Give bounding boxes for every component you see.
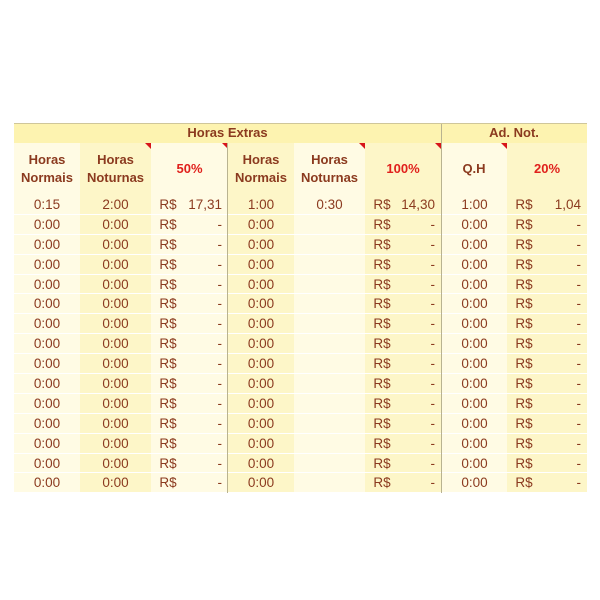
cell-horas-noturnas-100[interactable] xyxy=(294,215,365,234)
table-row xyxy=(14,275,587,295)
cell-valor-50[interactable]: - xyxy=(185,473,228,492)
cell-horas-normais-100[interactable]: 0:00 xyxy=(228,255,294,274)
cell-valor-50[interactable]: - xyxy=(185,374,228,393)
cell-horas-normais-50[interactable]: 0:00 xyxy=(14,434,80,453)
cell-horas-noturnas-50[interactable]: 0:00 xyxy=(80,374,151,393)
cell-currency-50[interactable]: R$ xyxy=(151,414,185,433)
cell-horas-normais-50[interactable]: 0:00 xyxy=(14,255,80,274)
data-rows xyxy=(14,195,587,493)
cell-horas-noturnas-50[interactable]: 0:00 xyxy=(80,294,151,313)
cell-valor-50[interactable]: - xyxy=(185,354,228,373)
col-percent-100-label: 100% xyxy=(386,161,420,176)
column-separator xyxy=(441,314,442,334)
cell-currency-50[interactable]: R$ xyxy=(151,454,185,473)
cell-currency-20[interactable]: R$ xyxy=(507,235,541,254)
cell-currency-100[interactable]: R$ xyxy=(365,314,399,333)
cell-horas-noturnas-50[interactable]: 0:00 xyxy=(80,275,151,294)
column-separator xyxy=(441,434,442,454)
cell-horas-noturnas-100[interactable] xyxy=(294,235,365,254)
cell-currency-20[interactable]: R$ xyxy=(507,354,541,373)
column-separator xyxy=(227,434,228,454)
table-row xyxy=(14,294,587,314)
table-row xyxy=(14,473,587,493)
column-separator xyxy=(441,195,442,215)
cell-currency-50[interactable]: R$ xyxy=(151,354,185,373)
cell-horas-noturnas-100[interactable] xyxy=(294,275,365,294)
table-row xyxy=(14,414,587,434)
cell-horas-normais-100[interactable]: 0:00 xyxy=(228,235,294,254)
cell-qh[interactable]: 0:00 xyxy=(442,473,507,492)
cell-horas-normais-100[interactable]: 0:00 xyxy=(228,275,294,294)
cell-valor-50[interactable]: - xyxy=(185,235,228,254)
cell-horas-normais-100[interactable]: 0:00 xyxy=(228,454,294,473)
horas-extras-header[interactable]: Horas Extras xyxy=(187,125,268,140)
column-separator xyxy=(441,454,442,474)
cell-valor-100[interactable]: - xyxy=(399,235,441,254)
cell-currency-50[interactable]: R$ xyxy=(151,394,185,413)
column-separator xyxy=(441,255,442,275)
cell-currency-20[interactable]: R$ xyxy=(507,314,541,333)
cell-horas-normais-50[interactable]: 0:00 xyxy=(14,473,80,492)
cell-valor-20[interactable]: - xyxy=(541,334,587,353)
cell-horas-noturnas-100[interactable] xyxy=(294,414,365,433)
column-separator xyxy=(441,215,442,235)
col-qh-label: Q.H xyxy=(462,161,486,176)
cell-horas-normais-50[interactable]: 0:00 xyxy=(14,374,80,393)
cell-currency-20[interactable]: R$ xyxy=(507,195,541,214)
cell-horas-noturnas-50[interactable]: 0:00 xyxy=(80,394,151,413)
cell-horas-noturnas-50[interactable]: 0:00 xyxy=(80,255,151,274)
cell-horas-noturnas-50[interactable]: 0:00 xyxy=(80,414,151,433)
cell-horas-noturnas-50[interactable]: 0:00 xyxy=(80,454,151,473)
cell-currency-100[interactable]: R$ xyxy=(365,394,399,413)
cell-qh[interactable]: 0:00 xyxy=(442,294,507,313)
cell-horas-noturnas-50[interactable]: 0:00 xyxy=(80,235,151,254)
cell-horas-normais-50[interactable]: 0:00 xyxy=(14,275,80,294)
cell-horas-noturnas-100[interactable] xyxy=(294,473,365,492)
column-separator xyxy=(227,195,228,215)
cell-valor-100[interactable]: - xyxy=(399,294,441,313)
cell-valor-20[interactable]: - xyxy=(541,294,587,313)
cell-qh[interactable]: 0:00 xyxy=(442,215,507,234)
cell-currency-50[interactable]: R$ xyxy=(151,294,185,313)
table-row xyxy=(14,255,587,275)
col-percent-50[interactable] xyxy=(151,143,228,195)
cell-currency-50[interactable]: R$ xyxy=(151,334,185,353)
cell-horas-noturnas-100[interactable] xyxy=(294,354,365,373)
cell-horas-noturnas-50[interactable]: 0:00 xyxy=(80,215,151,234)
table-row xyxy=(14,454,587,474)
cell-qh[interactable]: 0:00 xyxy=(442,374,507,393)
cell-horas-normais-50[interactable]: 0:00 xyxy=(14,454,80,473)
cell-valor-50[interactable]: - xyxy=(185,314,228,333)
cell-horas-noturnas-100[interactable] xyxy=(294,394,365,413)
cell-qh[interactable]: 0:00 xyxy=(442,314,507,333)
cell-currency-50[interactable]: R$ xyxy=(151,255,185,274)
cell-horas-noturnas-100[interactable]: 0:30 xyxy=(294,195,365,214)
cell-horas-normais-50[interactable]: 0:00 xyxy=(14,394,80,413)
cell-valor-20[interactable]: - xyxy=(541,354,587,373)
cell-valor-50[interactable]: - xyxy=(185,394,228,413)
cell-currency-50[interactable]: R$ xyxy=(151,215,185,234)
cell-currency-20[interactable]: R$ xyxy=(507,255,541,274)
spreadsheet xyxy=(14,123,587,493)
cell-valor-50[interactable]: - xyxy=(185,454,228,473)
cell-horas-normais-50[interactable]: 0:00 xyxy=(14,235,80,254)
cell-horas-normais-100[interactable]: 0:00 xyxy=(228,294,294,313)
cell-horas-noturnas-100[interactable] xyxy=(294,374,365,393)
column-separator xyxy=(441,235,442,255)
cell-currency-50[interactable]: R$ xyxy=(151,235,185,254)
cell-valor-100[interactable]: - xyxy=(399,275,441,294)
column-separator xyxy=(227,473,228,493)
column-separator xyxy=(227,255,228,275)
cell-valor-50[interactable]: - xyxy=(185,414,228,433)
cell-qh[interactable]: 0:00 xyxy=(442,434,507,453)
cell-horas-normais-50[interactable]: 0:00 xyxy=(14,294,80,313)
cell-valor-20[interactable]: - xyxy=(541,454,587,473)
cell-valor-20[interactable]: - xyxy=(541,394,587,413)
cell-currency-100[interactable]: R$ xyxy=(365,215,399,234)
col-horas-noturnas-50-label: Horas Noturnas xyxy=(86,152,145,185)
cell-horas-normais-50[interactable]: 0:15 xyxy=(14,195,80,214)
cell-horas-normais-100[interactable]: 0:00 xyxy=(228,434,294,453)
cell-valor-100[interactable]: - xyxy=(399,434,441,453)
cell-currency-100[interactable]: R$ xyxy=(365,275,399,294)
cell-currency-20[interactable]: R$ xyxy=(507,434,541,453)
cell-currency-100[interactable]: R$ xyxy=(365,434,399,453)
cell-horas-normais-100[interactable]: 0:00 xyxy=(228,473,294,492)
table-row xyxy=(14,314,587,334)
column-separator xyxy=(227,334,228,354)
cell-valor-20[interactable]: - xyxy=(541,235,587,254)
cell-currency-20[interactable]: R$ xyxy=(507,294,541,313)
table-row xyxy=(14,334,587,354)
cell-horas-normais-50[interactable]: 0:00 xyxy=(14,215,80,234)
table-row xyxy=(14,394,587,414)
cell-currency-50[interactable]: R$ xyxy=(151,473,185,492)
cell-valor-20[interactable]: - xyxy=(541,414,587,433)
cell-valor-20[interactable]: - xyxy=(541,215,587,234)
cell-currency-50[interactable]: R$ xyxy=(151,195,185,214)
cell-horas-normais-50[interactable]: 0:00 xyxy=(14,334,80,353)
cell-valor-20[interactable]: 1,04 xyxy=(541,195,587,214)
cell-qh[interactable]: 1:00 xyxy=(442,195,507,214)
cell-valor-50[interactable]: - xyxy=(185,434,228,453)
ad-not-header[interactable]: Ad. Not. xyxy=(489,125,539,140)
cell-currency-100[interactable]: R$ xyxy=(365,334,399,353)
cell-currency-50[interactable]: R$ xyxy=(151,314,185,333)
column-separator xyxy=(441,394,442,414)
cell-horas-noturnas-50[interactable]: 0:00 xyxy=(80,434,151,453)
cell-qh[interactable]: 0:00 xyxy=(442,394,507,413)
cell-currency-20[interactable]: R$ xyxy=(507,414,541,433)
cell-valor-100[interactable]: - xyxy=(399,255,441,274)
col-qh[interactable] xyxy=(441,143,507,195)
cell-valor-100[interactable]: - xyxy=(399,215,441,234)
table-row xyxy=(14,434,587,454)
table-row xyxy=(14,354,587,374)
cell-horas-normais-100[interactable]: 0:00 xyxy=(228,374,294,393)
cell-currency-100[interactable]: R$ xyxy=(365,473,399,492)
cell-horas-noturnas-50[interactable]: 0:00 xyxy=(80,314,151,333)
col-percent-100[interactable] xyxy=(365,143,441,195)
cell-valor-50[interactable]: - xyxy=(185,215,228,234)
cell-qh[interactable]: 0:00 xyxy=(442,354,507,373)
cell-currency-50[interactable]: R$ xyxy=(151,374,185,393)
column-separator xyxy=(441,354,442,374)
col-horas-noturnas-100-label: Horas Noturnas xyxy=(300,152,359,185)
cell-horas-normais-100[interactable]: 0:00 xyxy=(228,394,294,413)
column-separator xyxy=(441,473,442,493)
cell-valor-100[interactable]: - xyxy=(399,334,441,353)
column-separator xyxy=(227,143,228,195)
cell-valor-50[interactable]: - xyxy=(185,334,228,353)
cell-valor-50[interactable]: - xyxy=(185,275,228,294)
column-separator xyxy=(227,215,228,235)
cell-horas-normais-100[interactable]: 1:00 xyxy=(228,195,294,214)
col-horas-normais-100[interactable]: Horas Normais xyxy=(234,152,288,185)
cell-currency-50[interactable]: R$ xyxy=(151,434,185,453)
header-columns-row xyxy=(14,143,587,195)
cell-qh[interactable]: 0:00 xyxy=(442,414,507,433)
cell-valor-50[interactable]: 17,31 xyxy=(185,195,228,214)
cell-currency-20[interactable]: R$ xyxy=(507,215,541,234)
col-horas-noturnas-50[interactable] xyxy=(80,143,151,195)
cell-currency-100[interactable]: R$ xyxy=(365,374,399,393)
cell-currency-20[interactable]: R$ xyxy=(507,275,541,294)
column-separator xyxy=(227,374,228,394)
column-separator xyxy=(227,414,228,434)
cell-currency-20[interactable]: R$ xyxy=(507,454,541,473)
cell-valor-20[interactable]: - xyxy=(541,275,587,294)
col-percent-50-label: 50% xyxy=(176,161,203,176)
cell-horas-noturnas-50[interactable]: 0:00 xyxy=(80,354,151,373)
col-percent-20[interactable]: 20% xyxy=(533,161,561,176)
cell-horas-noturnas-100[interactable] xyxy=(294,314,365,333)
column-separator xyxy=(227,275,228,295)
table-row xyxy=(14,215,587,235)
cell-currency-100[interactable]: R$ xyxy=(365,294,399,313)
table-row xyxy=(14,235,587,255)
cell-horas-noturnas-100[interactable] xyxy=(294,255,365,274)
col-horas-normais-50[interactable]: Horas Normais xyxy=(14,143,80,195)
cell-horas-noturnas-50[interactable]: 2:00 xyxy=(80,195,151,214)
cell-qh[interactable]: 0:00 xyxy=(442,235,507,254)
cell-horas-noturnas-100[interactable] xyxy=(294,294,365,313)
cell-horas-noturnas-100[interactable] xyxy=(294,434,365,453)
cell-valor-100[interactable]: - xyxy=(399,454,441,473)
cell-valor-100[interactable]: - xyxy=(399,473,441,492)
cell-valor-50[interactable]: - xyxy=(185,294,228,313)
cell-valor-100[interactable]: - xyxy=(399,414,441,433)
cell-valor-100[interactable]: - xyxy=(399,374,441,393)
column-separator xyxy=(441,374,442,394)
cell-currency-100[interactable]: R$ xyxy=(365,255,399,274)
cell-horas-normais-50[interactable]: 0:00 xyxy=(14,354,80,373)
column-separator xyxy=(441,143,442,195)
cell-horas-normais-100[interactable]: 0:00 xyxy=(228,414,294,433)
cell-currency-100[interactable]: R$ xyxy=(365,454,399,473)
cell-valor-50[interactable]: - xyxy=(185,255,228,274)
cell-currency-100[interactable]: R$ xyxy=(365,235,399,254)
column-separator xyxy=(441,294,442,314)
column-separator xyxy=(441,124,442,143)
cell-valor-100[interactable]: - xyxy=(399,314,441,333)
cell-horas-noturnas-50[interactable]: 0:00 xyxy=(80,334,151,353)
cell-valor-100[interactable]: 14,30 xyxy=(399,195,441,214)
cell-horas-noturnas-100[interactable] xyxy=(294,334,365,353)
cell-currency-50[interactable]: R$ xyxy=(151,275,185,294)
column-separator xyxy=(227,314,228,334)
cell-horas-noturnas-100[interactable] xyxy=(294,454,365,473)
column-separator xyxy=(227,354,228,374)
cell-currency-20[interactable]: R$ xyxy=(507,374,541,393)
cell-currency-20[interactable]: R$ xyxy=(507,334,541,353)
cell-valor-20[interactable]: - xyxy=(541,314,587,333)
column-separator xyxy=(227,235,228,255)
col-horas-noturnas-100[interactable] xyxy=(294,143,365,195)
cell-qh[interactable]: 0:00 xyxy=(442,255,507,274)
cell-qh[interactable]: 0:00 xyxy=(442,275,507,294)
cell-valor-20[interactable]: - xyxy=(541,374,587,393)
cell-valor-20[interactable]: - xyxy=(541,473,587,492)
cell-currency-20[interactable]: R$ xyxy=(507,473,541,492)
cell-horas-normais-100[interactable]: 0:00 xyxy=(228,314,294,333)
cell-qh[interactable]: 0:00 xyxy=(442,454,507,473)
column-separator xyxy=(227,454,228,474)
cell-currency-100[interactable]: R$ xyxy=(365,414,399,433)
cell-horas-normais-100[interactable]: 0:00 xyxy=(228,215,294,234)
cell-horas-normais-50[interactable]: 0:00 xyxy=(14,414,80,433)
cell-horas-noturnas-50[interactable]: 0:00 xyxy=(80,473,151,492)
cell-horas-normais-50[interactable]: 0:00 xyxy=(14,314,80,333)
cell-valor-100[interactable]: - xyxy=(399,354,441,373)
cell-horas-normais-100[interactable]: 0:00 xyxy=(228,354,294,373)
cell-currency-20[interactable]: R$ xyxy=(507,394,541,413)
column-separator xyxy=(441,334,442,354)
column-separator xyxy=(227,394,228,414)
cell-currency-100[interactable]: R$ xyxy=(365,195,399,214)
header-group-row xyxy=(14,123,587,143)
column-separator xyxy=(441,414,442,434)
cell-valor-20[interactable]: - xyxy=(541,255,587,274)
cell-currency-100[interactable]: R$ xyxy=(365,354,399,373)
column-separator xyxy=(441,275,442,295)
cell-qh[interactable]: 0:00 xyxy=(442,334,507,353)
table-row xyxy=(14,374,587,394)
cell-valor-100[interactable]: - xyxy=(399,394,441,413)
column-separator xyxy=(227,294,228,314)
cell-horas-normais-100[interactable]: 0:00 xyxy=(228,334,294,353)
table-row xyxy=(14,195,587,215)
cell-valor-20[interactable]: - xyxy=(541,434,587,453)
